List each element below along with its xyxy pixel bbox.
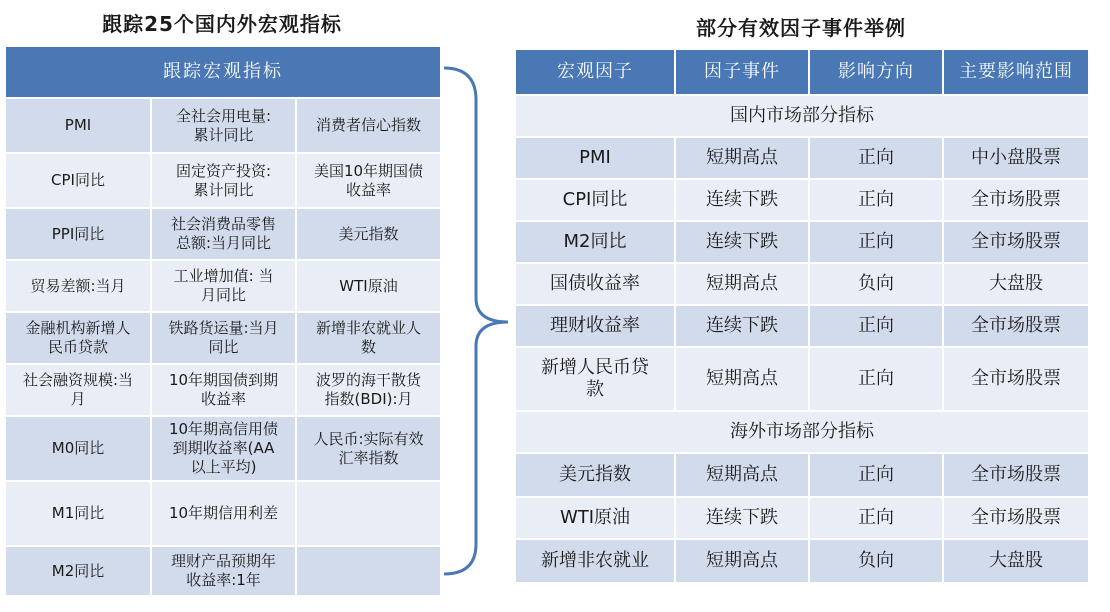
indicator-cell: 固定资产投资: 累计同比 xyxy=(151,153,296,208)
factor-cell: 国债收益率 xyxy=(515,263,675,305)
factor-events-table xyxy=(514,48,1090,584)
factor-cell: 新增非农就业 xyxy=(515,539,675,583)
indicator-cell: 消费者信心指数 xyxy=(296,98,441,153)
factor-cell: 短期高点 xyxy=(675,539,809,583)
table-row xyxy=(5,481,441,546)
indicator-cell: 美元指数 xyxy=(296,208,441,260)
table-row xyxy=(5,546,441,596)
factor-cell: PMI xyxy=(515,137,675,179)
table-row xyxy=(515,179,1089,221)
indicator-cell: 社会消费品零售 总额:当月同比 xyxy=(151,208,296,260)
header-impact-direction: 影响方向 xyxy=(809,49,943,95)
indicator-cell: 铁路货运量:当月 同比 xyxy=(151,312,296,364)
table-row xyxy=(5,208,441,260)
factor-cell: 全市场股票 xyxy=(943,221,1089,263)
indicator-cell: M2同比 xyxy=(5,546,151,596)
factor-cell: 正向 xyxy=(809,221,943,263)
factor-cell: 美元指数 xyxy=(515,453,675,497)
indicator-cell: 波罗的海干散货 指数(BDI):月 xyxy=(296,364,441,416)
factor-cell: 短期高点 xyxy=(675,453,809,497)
factor-cell: 全市场股票 xyxy=(943,347,1089,411)
indicator-cell: 10年期国债到期 收益率 xyxy=(151,364,296,416)
header-macro-factor: 宏观因子 xyxy=(515,49,675,95)
factor-cell: WTI原油 xyxy=(515,497,675,539)
table-row xyxy=(515,221,1089,263)
section-header: 海外市场部分指标 xyxy=(515,411,1089,453)
factor-cell: 全市场股票 xyxy=(943,497,1089,539)
table-row xyxy=(515,539,1089,583)
factor-cell: 短期高点 xyxy=(675,137,809,179)
table-row xyxy=(5,260,441,312)
table-row xyxy=(5,153,441,208)
factor-cell: 正向 xyxy=(809,453,943,497)
section-row xyxy=(515,95,1089,137)
indicator-cell: 人民币:实际有效 汇率指数 xyxy=(296,416,441,481)
indicator-cell: PMI xyxy=(5,98,151,153)
indicator-cell: 工业增加值: 当 月同比 xyxy=(151,260,296,312)
indicator-cell xyxy=(296,481,441,546)
macro-indicators-header: 跟踪宏观指标 xyxy=(5,46,441,98)
indicator-cell: WTI原油 xyxy=(296,260,441,312)
factor-cell: 负向 xyxy=(809,263,943,305)
factor-cell: 正向 xyxy=(809,137,943,179)
factor-cell: 正向 xyxy=(809,179,943,221)
factor-cell: M2同比 xyxy=(515,221,675,263)
indicator-cell: 美国10年期国债 收益率 xyxy=(296,153,441,208)
right-table-title: 部分有效因子事件举例 xyxy=(696,16,906,40)
indicator-cell: 社会融资规模:当 月 xyxy=(5,364,151,416)
table-row xyxy=(5,98,441,153)
indicator-cell: PPI同比 xyxy=(5,208,151,260)
indicator-cell: 理财产品预期年 收益率:1年 xyxy=(151,546,296,596)
indicator-cell: 金融机构新增人 民币贷款 xyxy=(5,312,151,364)
table-row xyxy=(5,364,441,416)
indicator-cell: 10年期信用利差 xyxy=(151,481,296,546)
factor-cell: 短期高点 xyxy=(675,263,809,305)
factor-cell: 正向 xyxy=(809,347,943,411)
factor-cell: 理财收益率 xyxy=(515,305,675,347)
table-row xyxy=(515,137,1089,179)
factor-cell: 全市场股票 xyxy=(943,453,1089,497)
factor-cell: 连续下跌 xyxy=(675,179,809,221)
table-row xyxy=(515,263,1089,305)
factor-cell: 连续下跌 xyxy=(675,497,809,539)
left-table-title: 跟踪25个国内外宏观指标 xyxy=(102,12,342,36)
header-factor-event: 因子事件 xyxy=(675,49,809,95)
table-row xyxy=(5,416,441,481)
macro-indicators-table xyxy=(4,45,442,597)
table-row xyxy=(5,312,441,364)
indicator-cell: 新增非农就业人 数 xyxy=(296,312,441,364)
indicator-cell: 全社会用电量: 累计同比 xyxy=(151,98,296,153)
table-row xyxy=(515,305,1089,347)
indicator-cell xyxy=(296,546,441,596)
factor-cell: 中小盘股票 xyxy=(943,137,1089,179)
table-row xyxy=(515,497,1089,539)
factor-cell: 正向 xyxy=(809,305,943,347)
header-impact-scope: 主要影响范围 xyxy=(943,49,1089,95)
brace-connector xyxy=(440,60,520,580)
factor-cell: 全市场股票 xyxy=(943,179,1089,221)
factor-cell: 大盘股 xyxy=(943,539,1089,583)
factor-cell: 负向 xyxy=(809,539,943,583)
factor-cell: 连续下跌 xyxy=(675,305,809,347)
factor-cell: CPI同比 xyxy=(515,179,675,221)
indicator-cell: 10年期高信用债 到期收益率(AA 以上平均) xyxy=(151,416,296,481)
table-row xyxy=(515,347,1089,411)
section-header: 国内市场部分指标 xyxy=(515,95,1089,137)
section-row xyxy=(515,411,1089,453)
indicator-cell: M1同比 xyxy=(5,481,151,546)
factor-cell: 新增人民币贷 款 xyxy=(515,347,675,411)
indicator-cell: 贸易差额:当月 xyxy=(5,260,151,312)
indicator-cell: M0同比 xyxy=(5,416,151,481)
factor-cell: 短期高点 xyxy=(675,347,809,411)
factor-cell: 大盘股 xyxy=(943,263,1089,305)
factor-cell: 全市场股票 xyxy=(943,305,1089,347)
indicator-cell: CPI同比 xyxy=(5,153,151,208)
table-row xyxy=(515,453,1089,497)
factor-cell: 正向 xyxy=(809,497,943,539)
factor-cell: 连续下跌 xyxy=(675,221,809,263)
